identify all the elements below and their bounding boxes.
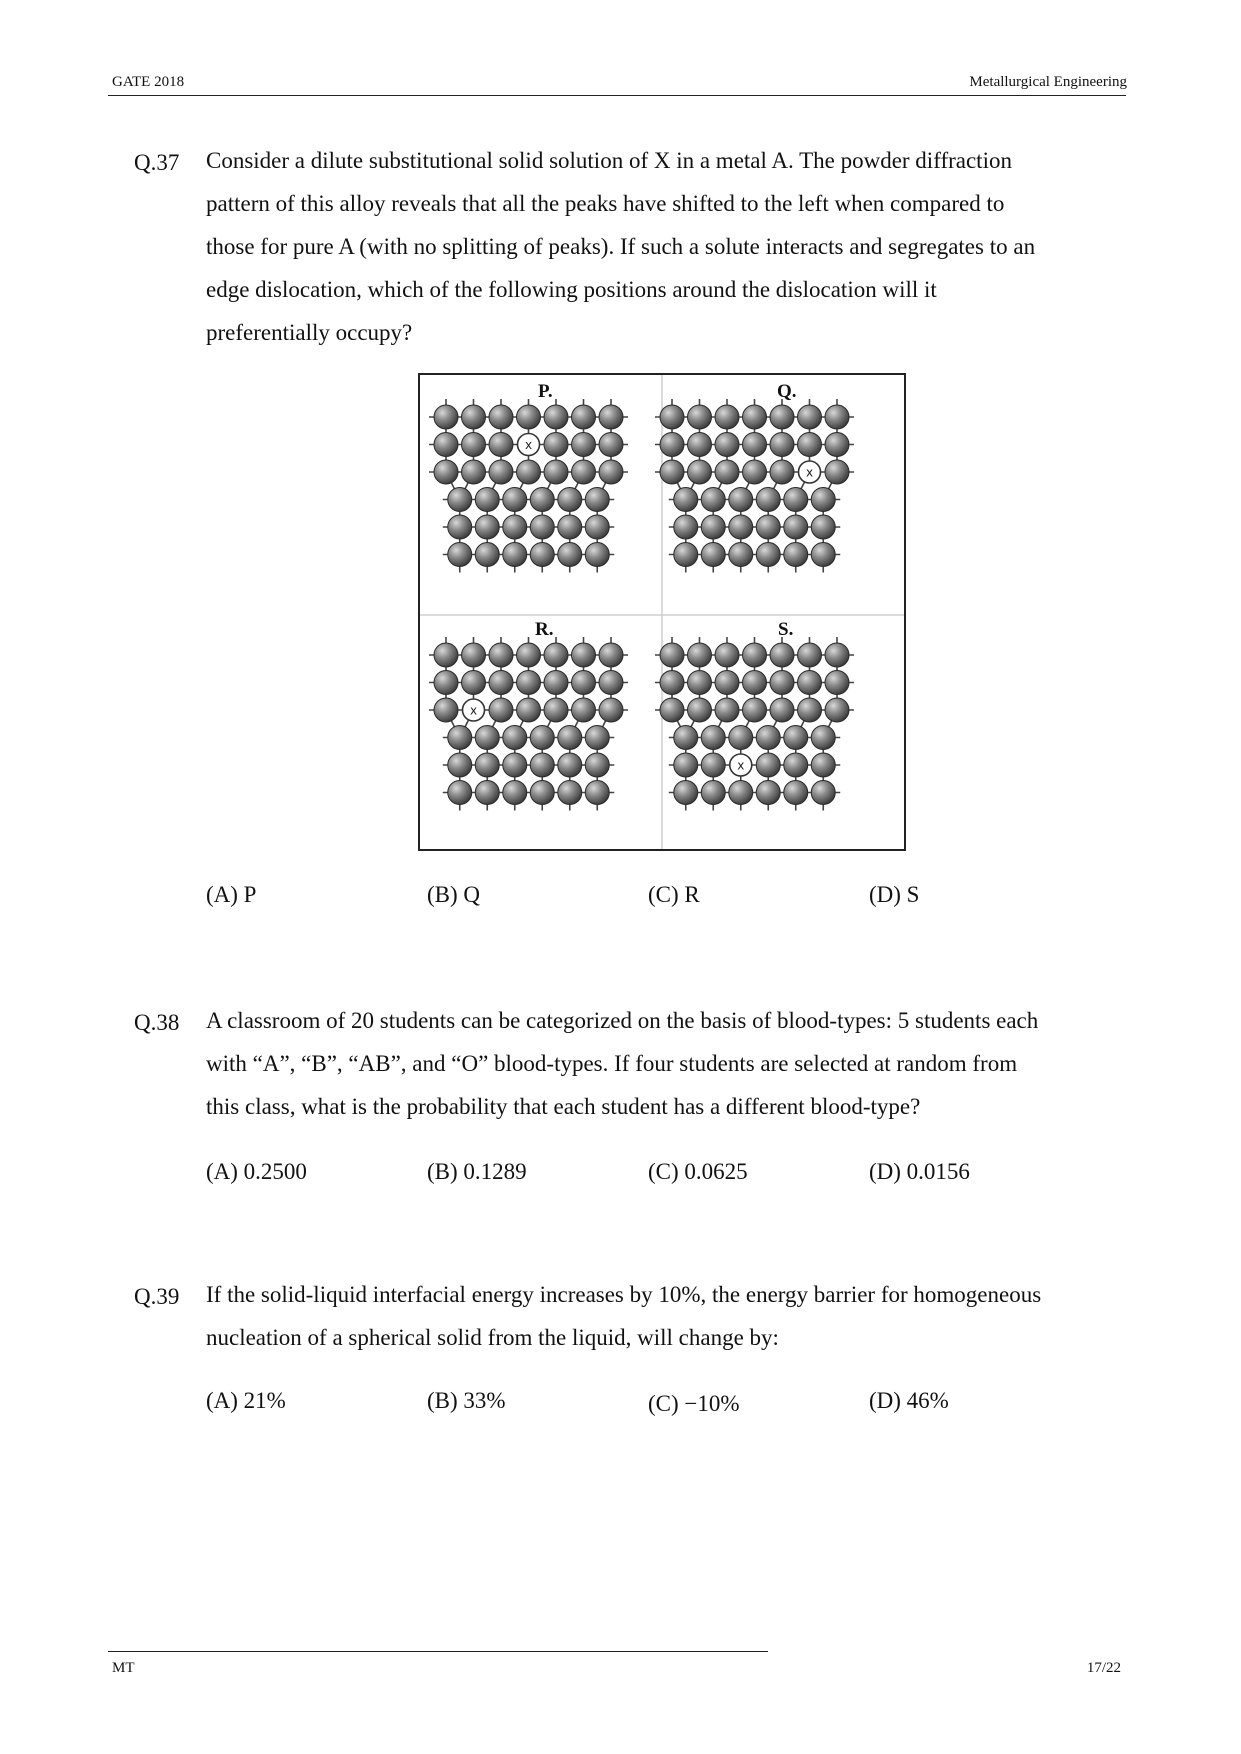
host-atom: [544, 460, 568, 484]
host-atom: [475, 726, 499, 750]
host-atom: [517, 643, 541, 667]
host-atom: [798, 643, 822, 667]
question-text: [206, 999, 1118, 1128]
host-atom: [448, 543, 472, 567]
host-atom: [572, 460, 596, 484]
host-atom: [825, 698, 849, 722]
question-text: [206, 1273, 1118, 1359]
host-atom: [475, 543, 499, 567]
host-atom: [660, 671, 684, 695]
host-atom: [585, 515, 609, 539]
footer-divider: [108, 1651, 768, 1652]
host-atom: [701, 515, 725, 539]
option-b: (B) Q: [427, 882, 481, 907]
header-subject: Metallurgical Engineering: [969, 74, 1127, 90]
host-atom: [489, 671, 513, 695]
solute-marker: x: [524, 438, 533, 452]
host-atom: [770, 671, 794, 695]
host-atom: [599, 433, 623, 457]
host-atom: [756, 543, 780, 567]
host-atom: [715, 671, 739, 695]
host-atom: [688, 643, 712, 667]
host-atom: [729, 488, 753, 512]
host-atom: [489, 698, 513, 722]
host-atom: [784, 488, 808, 512]
option-a: (A) 21%: [206, 1388, 286, 1413]
host-atom: [784, 726, 808, 750]
host-atom: [715, 433, 739, 457]
option-a: (A) 0.2500: [206, 1159, 307, 1184]
host-atom: [503, 781, 527, 805]
solute-marker: x: [805, 465, 814, 480]
host-atom: [674, 753, 698, 777]
host-atom: [462, 460, 486, 484]
host-atom: [674, 488, 698, 512]
host-atom: [544, 671, 568, 695]
host-atom: [572, 698, 596, 722]
host-atom: [585, 726, 609, 750]
host-atom: [530, 753, 554, 777]
host-atom: [475, 488, 499, 512]
option-b: (B) 33%: [427, 1388, 506, 1413]
host-atom: [660, 433, 684, 457]
host-atom: [585, 781, 609, 805]
option-c: (C) −10%: [648, 1391, 740, 1416]
host-atom: [489, 643, 513, 667]
host-atom: [558, 726, 582, 750]
host-atom: [743, 460, 767, 484]
host-atom: [811, 515, 835, 539]
host-atom: [811, 726, 835, 750]
question-line: this class, what is the probability that each student has a different blood-type?: [206, 1094, 921, 1119]
host-atom: [743, 698, 767, 722]
host-atom: [743, 433, 767, 457]
host-atom: [448, 753, 472, 777]
panel-label-r: R.: [535, 619, 554, 640]
question-line: those for pure A (with no splitting of peaks). If such a solute interacts and segregates to an: [206, 234, 1036, 259]
host-atom: [599, 698, 623, 722]
host-atom: [503, 488, 527, 512]
panel-label-p: P.: [538, 381, 553, 402]
question-number: Q.38: [134, 1010, 180, 1035]
host-atom: [448, 726, 472, 750]
host-atom: [701, 753, 725, 777]
host-atom: [585, 753, 609, 777]
footer-paper-code: MT: [112, 1660, 135, 1676]
host-atom: [448, 488, 472, 512]
option-c: (C) R: [648, 882, 700, 907]
host-atom: [489, 433, 513, 457]
host-atom: [599, 405, 623, 429]
question-line: A classroom of 20 students can be categorized on the basis of blood-types: 5 students each: [206, 1008, 1039, 1033]
host-atom: [503, 726, 527, 750]
host-atom: [517, 405, 541, 429]
host-atom: [660, 643, 684, 667]
question-line: pattern of this alloy reveals that all the peaks have shifted to the left when compared to: [206, 191, 1005, 216]
host-atom: [743, 405, 767, 429]
option-d: (D) 0.0156: [869, 1159, 970, 1184]
option-d: (D) 46%: [869, 1388, 949, 1413]
host-atom: [770, 460, 794, 484]
host-atom: [462, 433, 486, 457]
host-atom: [558, 781, 582, 805]
host-atom: [530, 515, 554, 539]
lattice-panel-s: [655, 637, 854, 811]
host-atom: [811, 488, 835, 512]
host-atom: [489, 460, 513, 484]
lattice-panel-p: [429, 399, 628, 573]
host-atom: [434, 405, 458, 429]
host-atom: [434, 433, 458, 457]
question-line: Consider a dilute substitutional solid solution of X in a metal A. The powder diffraction: [206, 148, 1012, 173]
host-atom: [448, 515, 472, 539]
host-atom: [798, 698, 822, 722]
solute-marker: x: [737, 758, 745, 773]
question-line: preferentially occupy?: [206, 320, 413, 345]
host-atom: [756, 753, 780, 777]
host-atom: [544, 698, 568, 722]
host-atom: [688, 405, 712, 429]
host-atom: [503, 753, 527, 777]
host-atom: [572, 405, 596, 429]
host-atom: [784, 753, 808, 777]
host-atom: [489, 405, 513, 429]
host-atom: [599, 460, 623, 484]
host-atom: [475, 515, 499, 539]
host-atom: [784, 515, 808, 539]
host-atom: [729, 515, 753, 539]
host-atom: [770, 433, 794, 457]
host-atom: [517, 460, 541, 484]
host-atom: [530, 543, 554, 567]
host-atom: [688, 671, 712, 695]
host-atom: [729, 543, 753, 567]
host-atom: [798, 405, 822, 429]
panel-label-s: S.: [778, 619, 794, 640]
host-atom: [701, 781, 725, 805]
host-atom: [825, 405, 849, 429]
host-atom: [729, 726, 753, 750]
question-number: Q.39: [134, 1284, 180, 1309]
host-atom: [660, 460, 684, 484]
host-atom: [674, 515, 698, 539]
host-atom: [462, 671, 486, 695]
host-atom: [585, 543, 609, 567]
host-atom: [660, 405, 684, 429]
host-atom: [434, 643, 458, 667]
host-atom: [701, 726, 725, 750]
host-atom: [503, 515, 527, 539]
question-line: nucleation of a spherical solid from the liquid, will change by:: [206, 1325, 779, 1350]
host-atom: [756, 781, 780, 805]
host-atom: [558, 543, 582, 567]
host-atom: [674, 781, 698, 805]
host-atom: [715, 698, 739, 722]
host-atom: [674, 726, 698, 750]
host-atom: [530, 781, 554, 805]
host-atom: [599, 671, 623, 695]
lattice-panel-r: [429, 637, 628, 811]
host-atom: [462, 405, 486, 429]
host-atom: [688, 698, 712, 722]
host-atom: [572, 433, 596, 457]
dislocation-figure: [418, 373, 906, 851]
host-atom: [798, 433, 822, 457]
host-atom: [825, 433, 849, 457]
host-atom: [811, 753, 835, 777]
option-b: (B) 0.1289: [427, 1159, 527, 1184]
host-atom: [585, 488, 609, 512]
host-atom: [462, 643, 486, 667]
host-atom: [660, 698, 684, 722]
host-atom: [503, 543, 527, 567]
host-atom: [715, 405, 739, 429]
lattice-panel-q: [655, 399, 854, 573]
option-c: (C) 0.0625: [648, 1159, 748, 1184]
question-line: edge dislocation, which of the following positions around the dislocation will it: [206, 277, 937, 302]
host-atom: [784, 781, 808, 805]
host-atom: [475, 753, 499, 777]
host-atom: [434, 671, 458, 695]
panel-label-q: Q.: [777, 381, 797, 402]
host-atom: [558, 515, 582, 539]
host-atom: [448, 781, 472, 805]
host-atom: [530, 726, 554, 750]
host-atom: [715, 460, 739, 484]
host-atom: [517, 671, 541, 695]
host-atom: [674, 543, 698, 567]
host-atom: [743, 643, 767, 667]
header-exam-title: GATE 2018: [112, 74, 185, 90]
dislocation-figure-graphic: [420, 375, 904, 849]
host-atom: [434, 460, 458, 484]
host-atom: [811, 781, 835, 805]
option-a: (A) P: [206, 882, 257, 907]
host-atom: [599, 643, 623, 667]
host-atom: [530, 488, 554, 512]
host-atom: [756, 515, 780, 539]
host-atom: [544, 433, 568, 457]
host-atom: [825, 460, 849, 484]
host-atom: [434, 698, 458, 722]
host-atom: [756, 488, 780, 512]
host-atom: [544, 643, 568, 667]
host-atom: [743, 671, 767, 695]
host-atom: [475, 781, 499, 805]
host-atom: [715, 643, 739, 667]
host-atom: [701, 488, 725, 512]
question-number: Q.37: [134, 150, 180, 175]
host-atom: [756, 726, 780, 750]
host-atom: [825, 671, 849, 695]
question-text: [206, 139, 1118, 354]
host-atom: [572, 643, 596, 667]
host-atom: [701, 543, 725, 567]
host-atom: [688, 433, 712, 457]
host-atom: [825, 643, 849, 667]
host-atom: [729, 781, 753, 805]
page-number: 17/22: [1086, 1660, 1121, 1676]
host-atom: [770, 643, 794, 667]
solute-marker: x: [469, 703, 478, 718]
host-atom: [517, 698, 541, 722]
host-atom: [558, 488, 582, 512]
option-d: (D) S: [869, 882, 920, 907]
host-atom: [544, 405, 568, 429]
host-atom: [784, 543, 808, 567]
question-line: If the solid-liquid interfacial energy increases by 10%, the energy barrier for homogeneous: [206, 1282, 1042, 1307]
host-atom: [688, 460, 712, 484]
host-atom: [572, 671, 596, 695]
host-atom: [811, 543, 835, 567]
question-line: with “A”, “B”, “AB”, and “O” blood-types. If four students are selected at random from: [206, 1051, 1018, 1076]
host-atom: [770, 405, 794, 429]
host-atom: [770, 698, 794, 722]
header-divider: [108, 95, 1126, 96]
host-atom: [798, 671, 822, 695]
host-atom: [558, 753, 582, 777]
